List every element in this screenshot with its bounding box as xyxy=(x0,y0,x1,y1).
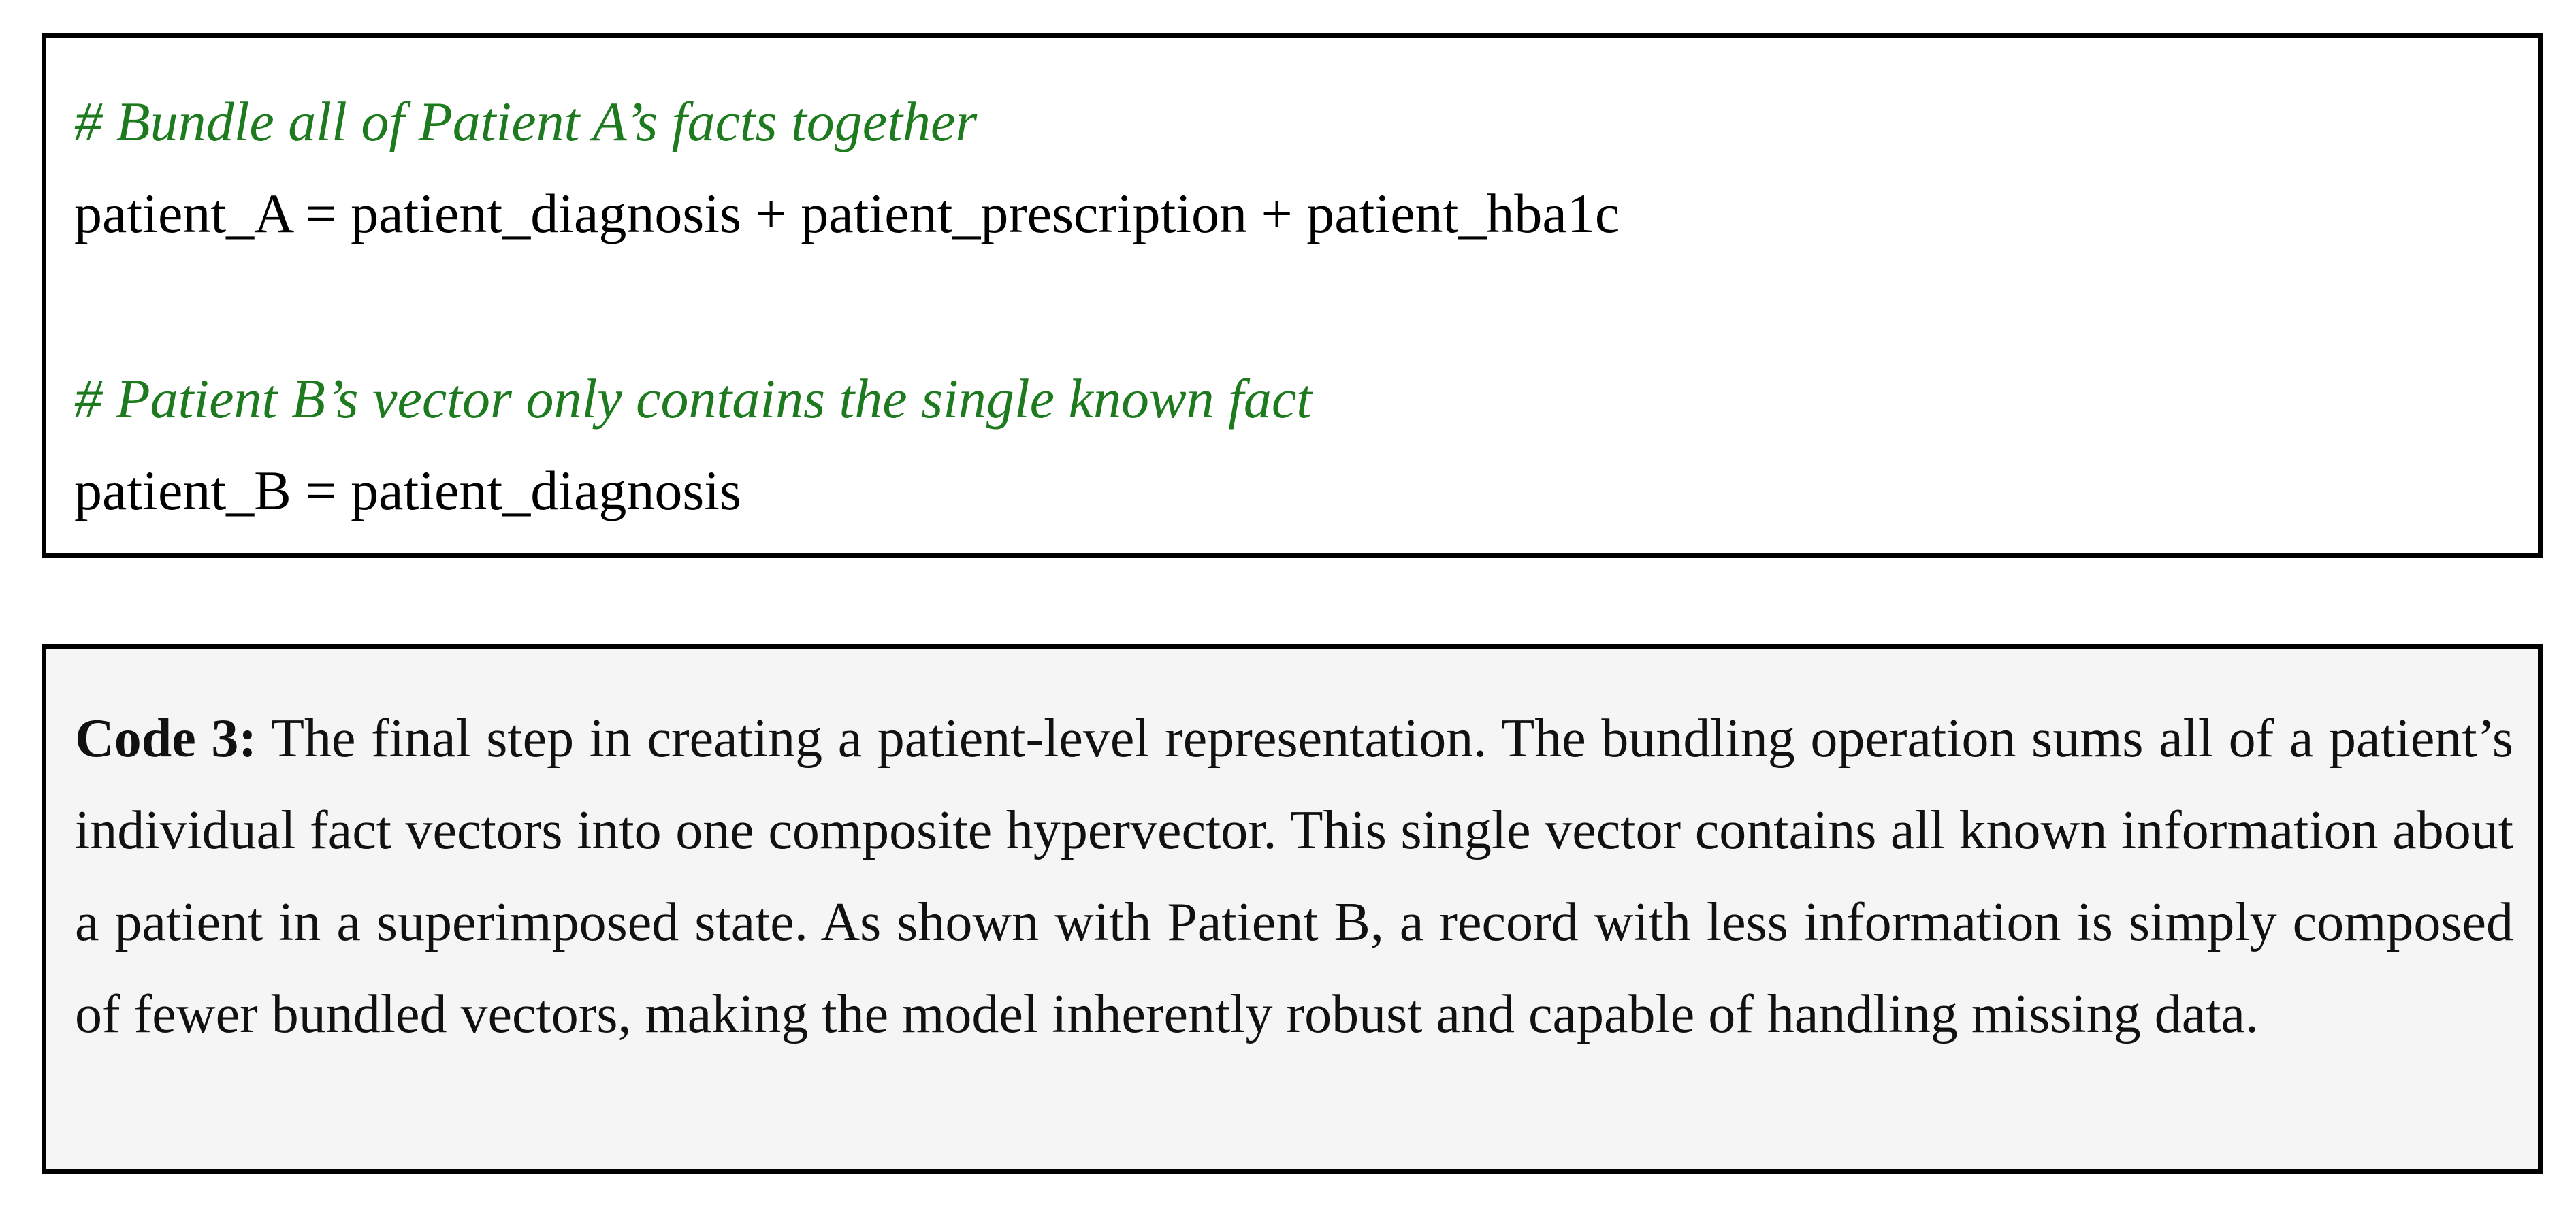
code-comment-patient-b: # Patient B’s vector only contains the single known fact xyxy=(74,368,1313,430)
code-comment-patient-a: # Bundle all of Patient A’s facts together xyxy=(74,91,978,152)
code-line-patient-b: patient_B = patient_diagnosis xyxy=(74,460,741,521)
caption-paragraph xyxy=(75,693,2513,1061)
caption-label: Code 3: xyxy=(75,709,257,769)
code-block xyxy=(42,33,2543,558)
code-line-patient-a: patient_A = patient_diagnosis + patient_prescription + patient_hba1c xyxy=(74,182,1620,244)
caption-body: The final step in creating a patient-level representation. The bundling operation sums all of a patient’s individual fact vectors into one composite hypervector. This single vector contains all known information about a patient in a superimposed state. As shown with Patient B, a record with less information is simply composed of fewer bundled vectors, making the model inherently robust and capable of handling missing data. xyxy=(75,709,2514,1044)
caption-block xyxy=(42,644,2543,1174)
